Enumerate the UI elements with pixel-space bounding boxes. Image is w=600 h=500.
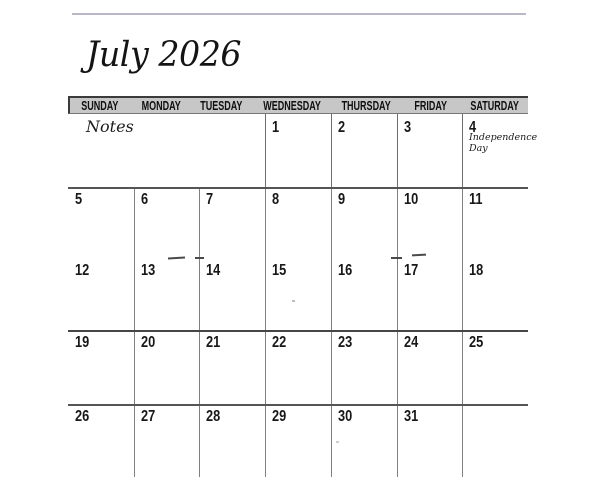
grid-line-vertical xyxy=(462,187,463,477)
grid-line-vertical xyxy=(462,114,463,187)
calendar-grid xyxy=(68,114,538,477)
date-cell-28: 28 xyxy=(206,408,221,425)
date-cell-7: 7 xyxy=(206,191,214,208)
date-cell-16: 16 xyxy=(337,262,353,279)
date-cell-24: 24 xyxy=(403,334,418,351)
grid-line-vertical xyxy=(331,114,332,187)
date-cell-25: 25 xyxy=(469,334,484,351)
day-header-friday: FRIDAY xyxy=(413,98,447,113)
date-cell-19: 19 xyxy=(75,334,90,351)
date-cell-2: 2 xyxy=(337,119,346,136)
grid-line-horizontal xyxy=(68,330,528,332)
date-cell-11: 11 xyxy=(469,191,483,208)
grid-line-horizontal xyxy=(68,187,528,189)
date-cell-21: 21 xyxy=(206,334,221,351)
grid-line-vertical xyxy=(199,187,200,477)
date-cell-13: 13 xyxy=(140,262,155,279)
day-header-row xyxy=(68,96,528,114)
scan-artifact-tick xyxy=(391,257,402,259)
date-cell-14: 14 xyxy=(206,262,221,279)
date-cell-8: 8 xyxy=(272,191,280,208)
date-cell-3: 3 xyxy=(403,119,411,136)
day-header-monday: MONDAY xyxy=(141,98,181,113)
date-cell-20: 20 xyxy=(140,334,155,351)
date-cell-10: 10 xyxy=(403,191,418,208)
day-header-tuesday: TUESDAY xyxy=(200,98,243,113)
grid-line-vertical xyxy=(265,114,266,187)
date-cell-5: 5 xyxy=(75,191,83,208)
date-cell-26: 26 xyxy=(75,408,90,425)
date-cell-4: 4 xyxy=(469,119,477,136)
month-title: July 2026 xyxy=(86,35,242,75)
holiday-note-independence-day: Independence Day xyxy=(469,132,538,154)
grid-line-horizontal xyxy=(68,404,528,406)
date-cell-23: 23 xyxy=(337,334,353,351)
date-cell-27: 27 xyxy=(140,408,155,425)
day-header-wednesday: WEDNESDAY xyxy=(262,98,321,113)
date-cell-17: 17 xyxy=(403,262,418,279)
date-cell-1: 1 xyxy=(272,119,280,136)
grid-line-vertical xyxy=(265,187,266,477)
date-cell-29: 29 xyxy=(272,408,287,425)
grid-line-vertical xyxy=(397,187,398,477)
grid-line-vertical xyxy=(331,187,332,477)
date-cell-12: 12 xyxy=(75,262,90,279)
grid-line-vertical xyxy=(397,114,398,187)
day-header-saturday: SATURDAY xyxy=(470,98,519,113)
date-cell-18: 18 xyxy=(469,262,484,279)
date-cell-15: 15 xyxy=(272,262,287,279)
date-cell-22: 22 xyxy=(272,334,287,351)
scan-speck xyxy=(336,441,339,443)
date-cell-6: 6 xyxy=(140,191,148,208)
scan-artifact-tick xyxy=(195,257,204,259)
date-cell-30: 30 xyxy=(337,408,353,425)
day-header-thursday: THURSDAY xyxy=(341,98,391,113)
scan-speck xyxy=(292,300,295,302)
grid-line-vertical xyxy=(134,187,135,477)
date-cell-31: 31 xyxy=(403,408,418,425)
day-header-sunday: SUNDAY xyxy=(81,98,119,113)
date-cell-9: 9 xyxy=(337,191,346,208)
notes-label: Notes xyxy=(86,117,134,136)
page-top-edge-line xyxy=(72,13,526,15)
